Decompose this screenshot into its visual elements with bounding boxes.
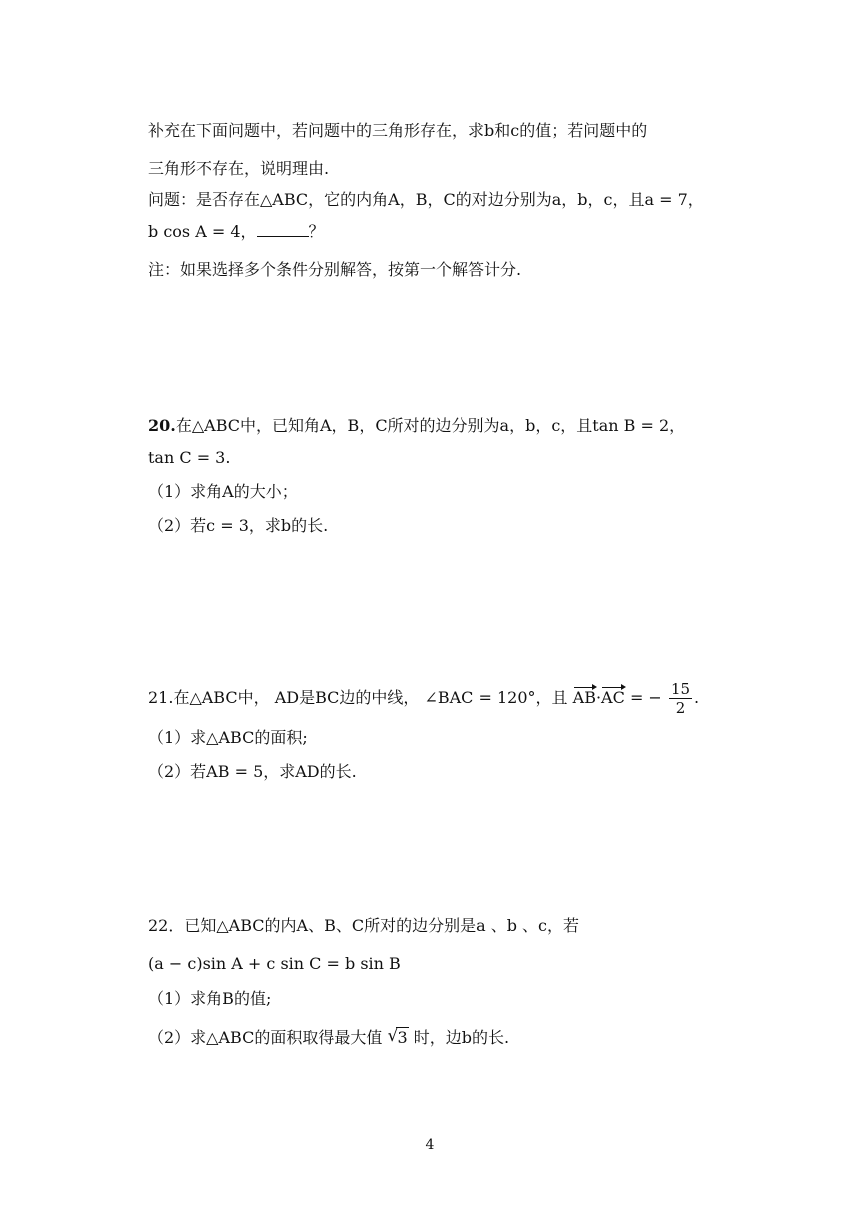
fraction-numerator: 15: [670, 680, 691, 698]
q22-part2: [148, 1027, 509, 1049]
equals-minus: = −: [629, 688, 662, 707]
q22-part2-text-end: 时，边b的长.: [413, 1028, 510, 1047]
q20-part2: （2）若c = 3，求b的长.: [148, 516, 329, 535]
vector-ac: AC: [601, 688, 625, 707]
text-line: [148, 221, 325, 243]
q21-stem: [148, 680, 699, 717]
q22-stem: 22．已知△ABC的内A、B、C所对的边分别是a 、b 、c，若: [148, 916, 579, 935]
fraction-denominator: 2: [675, 699, 686, 717]
q20-stem: [148, 415, 685, 437]
dot-operator: ·: [595, 688, 602, 707]
q22-part2-text: （2）求△ABC的面积取得最大值: [148, 1028, 383, 1047]
page-number: 4: [425, 1137, 435, 1153]
q22-part1: （1）求角B的值;: [148, 989, 272, 1008]
q20-part1: （1）求角A的大小；: [148, 482, 298, 501]
text-line: 问题：是否存在△ABC，它的内角A，B，C的对边分别为a，b，c，且a = 7，: [148, 190, 704, 209]
condition-text: b cos A = 4，: [148, 222, 257, 241]
fraction: [669, 680, 692, 717]
radicand: 3: [397, 1028, 408, 1047]
text-line: 三角形不存在，说明理由.: [148, 159, 330, 178]
question-number: 20.: [148, 416, 176, 435]
q21-part2: （2）若AB = 5，求AD的长.: [148, 762, 357, 781]
question-mark: ？: [308, 222, 325, 241]
q22-equation: (a − c)sin A + c sin C = b sin B: [148, 954, 401, 973]
q21-part1: （1）求△ABC的面积;: [148, 728, 308, 747]
square-root: √ 3: [387, 1026, 408, 1047]
answer-blank: [257, 222, 309, 237]
text-line: 注：如果选择多个条件分别解答，按第一个解答计分.: [148, 260, 522, 279]
text-line: 补充在下面问题中，若问题中的三角形存在，求b和c的值；若问题中的: [148, 121, 648, 140]
period: .: [694, 688, 700, 707]
vector-ab: AB: [572, 688, 596, 707]
q20-stem-text: 在△ABC中，已知角A，B，C所对的边分别为a，b，c，且tan B = 2，: [175, 416, 686, 435]
q20-stem-cont: tan C = 3.: [148, 448, 231, 467]
q21-stem-text: 21.在△ABC中， AD是BC边的中线， ∠BAC = 120°，且: [148, 688, 568, 707]
